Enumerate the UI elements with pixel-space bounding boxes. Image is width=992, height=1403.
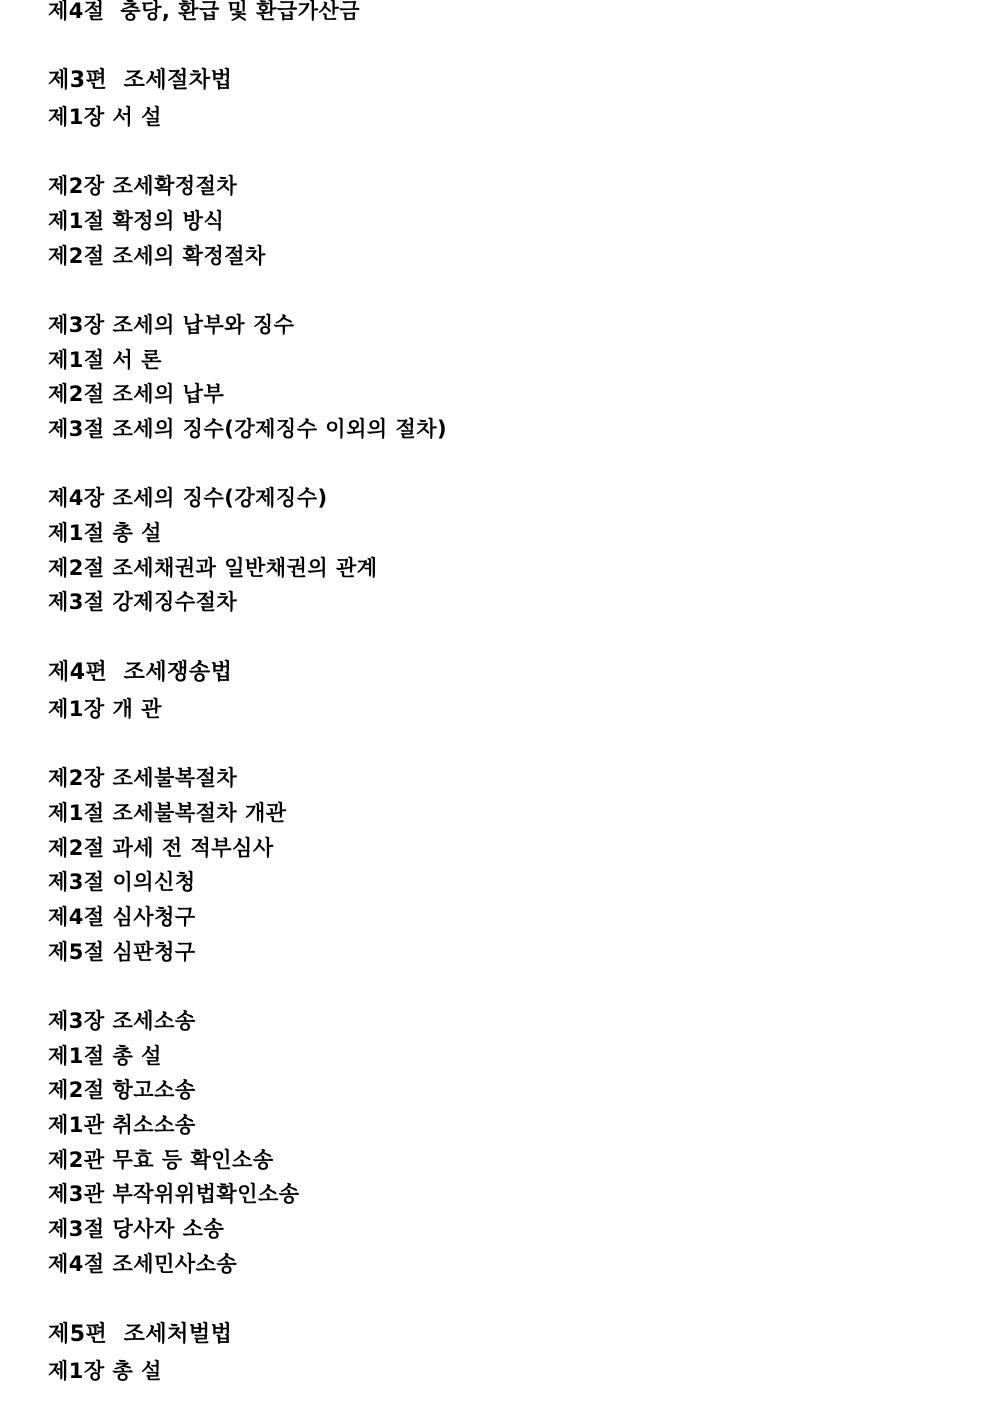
toc-line: 제2장 조세확정절차 xyxy=(48,174,238,198)
toc-line: 제2절 항고소송 xyxy=(48,1078,196,1102)
toc-part-heading: 제4편 조세쟁송법 xyxy=(48,660,233,685)
toc-line: 제1관 취소소송 xyxy=(48,1113,196,1137)
toc-line: 제1절 확정의 방식 xyxy=(48,209,225,233)
toc-line: 제3절 이의신청 xyxy=(48,870,196,894)
toc-line: 제4절 심사청구 xyxy=(48,905,196,929)
toc-line: 제1절 서 론 xyxy=(48,348,162,372)
toc-line: 제2절 조세채권과 일반채권의 관계 xyxy=(48,556,378,580)
toc-line: 제1장 총 설 xyxy=(48,1359,162,1383)
toc-line: 제4절 조세민사소송 xyxy=(48,1252,238,1276)
toc-line: 제3장 조세의 납부와 징수 xyxy=(48,313,295,337)
toc-part-heading: 제3편 조세절차법 xyxy=(48,68,233,93)
toc-line: 제1장 개 관 xyxy=(48,697,162,721)
toc-line: 제1절 총 설 xyxy=(48,1044,162,1068)
toc-line: 제1장 서 설 xyxy=(48,105,162,129)
toc-line: 제3장 조세소송 xyxy=(48,1009,196,1033)
toc-line: 제1절 총 설 xyxy=(48,521,162,545)
toc-line: 제3절 강제징수절차 xyxy=(48,590,238,614)
toc-line: 제3절 당사자 소송 xyxy=(48,1217,225,1241)
toc-line: 제4장 조세의 징수(강제징수) xyxy=(48,486,328,510)
toc-line: 제2절 조세의 확정절차 xyxy=(48,244,266,268)
toc-line: 제2관 무효 등 확인소송 xyxy=(48,1148,274,1172)
toc-line: 제5절 심판청구 xyxy=(48,940,196,964)
toc-part-heading: 제5편 조세처벌법 xyxy=(48,1322,233,1347)
toc-line: 제2장 조세불복절차 xyxy=(48,766,238,790)
toc-line: 제3관 부작위위법확인소송 xyxy=(48,1182,300,1206)
toc-line: 제4절 충당, 환급 및 환급가산금 xyxy=(48,0,361,23)
toc-line: 제2절 과세 전 적부심사 xyxy=(48,836,274,860)
toc-line: 제3절 조세의 징수(강제징수 이외의 절차) xyxy=(48,417,448,441)
toc-line: 제1절 조세불복절차 개관 xyxy=(48,801,287,825)
toc-line: 제2절 조세의 납부 xyxy=(48,382,225,406)
